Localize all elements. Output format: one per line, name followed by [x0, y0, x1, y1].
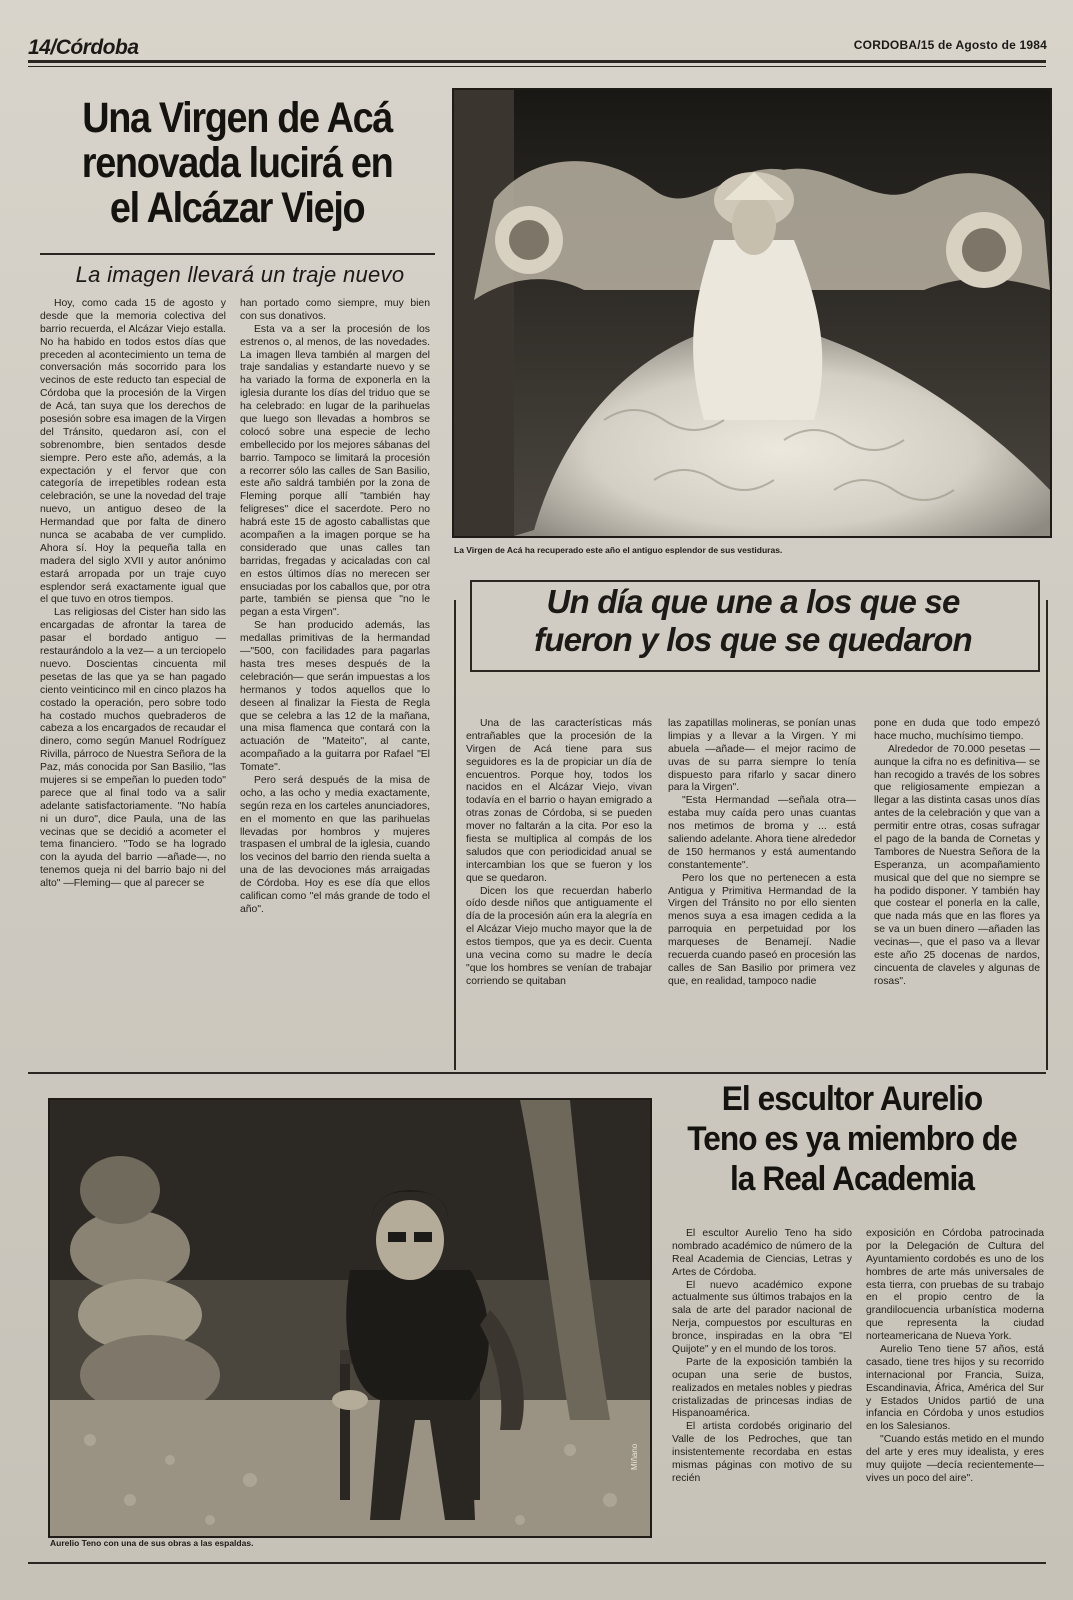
article1-column-1: Hoy, como cada 15 de agosto y desde que la memoria colectiva del barrio recuerda, el Alcázar Viejo estalla. No ha habido en todos estos días que preceden al acontecimiento un tema de conversación más socorrido para los vecinos de este reducto tan especial de Córdoba que la procesión de la Virgen de Acá, tan suya que los derechos de posesión sobre esa imagen de la Virgen del Tránsito, quedaron así, con el sobrenombre, bien sentados desde siempre. Pero este año, además, a la expectación y el fervor que con categoría de irrepetibles rodean esta celebración, se une la novedad del traje nuevo, un antiguo deseo de la Hermandad que por falta de dinero nunca se acababa de ver cumplido. Ahora sí. Hoy la pequeña talla en madera del siglo XVII y autor anónimo estará arropada por un traje cuyo esplendor será exactamente igual que el que tuvo en otros tiempos. Las religiosas del Cister han sido las encargadas de afrontar la tarea de pasar el bordado antiguo —restaurándolo a la vez— a un terciopelo nuevo. Doscientas cincuenta mil pesetas de las que ya se han pagado ciento veinticinco mil en cinco plazos ha costado la operación, pero sobre todo ha costado muchos quebraderos de cabeza a los encargados de recaudar el dinero, como según Manuel Rodríguez Rivilla, párroco de Nuestra Señora de la Paz, más conocida por San Basilio, "las mujeres si se empeñan lo pueden todo" parece que al final todo va a salir adelante satisfactoriamente. "No había ni un duro", dice Paula, una de las vecinas que se decidió a acometer el tema financiero. "Todo se ha logrado con la ayuda del barrio —añade—, no tenemos queja ni del barrio bajo ni del alto" —Fleming— que al parecer se	[40, 298, 226, 890]
headline-rule	[40, 253, 435, 255]
aurelio-teno-photo-caption: Aurelio Teno con una de sus obras a las espaldas.	[50, 1538, 254, 1548]
article2-column-2: las zapatillas molineras, se ponían unas limpias y a llevar a la Virgen. Y mi abuela —añade— el mejor racimo de uvas de su parra siempre lo tenía dispuesto para rifarlo y sacar dinero para la Virgen". "Esta Hermandad —señala otra— estaba muy caída pero unas cuantas nos metimos de broma y ... está saliendo adelante. Ahora tiene alrededor de 150 hermanos y está aumentando constantemente". Pero los que no pertenecen a esta Antigua y Primitiva Hermandad de la Virgen del Tránsito no por ello sienten menos suya a esa imagen cedida a la parroquia en perpetuidad por los marqueses de Benamejí. Nadie recuerda cuando paseó en procesión las calles de San Basilio por primera vez que, en realidad, tampoco nadie	[668, 718, 856, 987]
section-title: 14/Córdoba	[28, 36, 139, 59]
virgin-photo-caption: La Virgen de Acá ha recuperado este año el antiguo esplendor de sus vestiduras.	[454, 545, 783, 555]
header-rule	[28, 60, 1046, 63]
dateline: CORDOBA/15 de Agosto de 1984	[853, 38, 1047, 52]
aurelio-teno-photo	[48, 1098, 652, 1538]
photo-credit: Miñano	[630, 1443, 639, 1470]
article2-left-rule	[454, 600, 456, 1070]
header-rule-thin	[28, 66, 1046, 67]
aurelio-teno-illustration	[50, 1100, 650, 1536]
footer-rule	[28, 1562, 1046, 1564]
article2-column-1: Una de las características más entrañables que la procesión de la Virgen de Acá tiene para sus seguidores es la de propiciar un día de encuentros. Porque hoy, todos los nacidos en el Alcázar Viejo, vivan todavía en el barrio o hayan emigrado a otras zonas de Córdoba, si se pueden mover no faltarán a la cita. Por eso la fiesta se multiplica al compás de los saludos que con periodicidad anual se intercambian los que se fueron y los que se quedaron. Dicen los que recuerdan haberlo oído desde niños que antiguamente el día de la procesión aún era la alegría en el Alcázar Viejo mucho mayor que la de estos tiempos, que ya es decir. Cuenta una vecina como su madre le decía "que los hombres se venían de trabajar corriendo se quitaban	[466, 718, 652, 987]
article2-column-3: pone en duda que todo empezó hace mucho, muchísimo tiempo. Alrededor de 70.000 pesetas —aunque la cifra no es definitiva— se han recogido a través de los sobres que religiosamente empiezan a llegar a las distinta casas unos días antes de la celebración y que van a permitir entre otras, cosas sufragar el pago de la banda de Cornetas y Tambores de Nuestra Señora de la Esperanza, un acompañamiento musical que del que no siempre se ha podido disponer. Y también hay que costear el ponerla en la calle, que nada más que en las flores ya se va un buen dinero —añaden las vecinas—, que el paso va a llevar este año 25 docenas de nardos, cincuenta de claveles y algunas de rosas".	[874, 718, 1040, 987]
virgin-photo	[452, 88, 1052, 538]
article3-headline: El escultor Aurelio Teno es ya miembro de la Real Academia	[687, 1080, 1017, 1198]
article1-subhead: La imagen llevará un traje nuevo	[75, 262, 405, 287]
article2-headline: Un día que une a los que se fueron y los que se quedaron	[534, 583, 972, 659]
article1-headline: Una Virgen de Acá renovada lucirá en el Alcázar Viejo	[81, 94, 393, 233]
section-divider	[28, 1072, 1046, 1074]
article2-right-rule	[1046, 600, 1048, 1070]
article3-column-1: El escultor Aurelio Teno ha sido nombrado académico de número de la Real Academia de Ciencias, Letras y Artes de Córdoba. El nuevo académico expone actualmente sus últimos trabajos en la sala de arte del parador nacional de Nerja, compuestos por esculturas en bronce, inspiradas en la obra "El Quijote" y en el mundo de los toros. Parte de la exposición también la ocupan una serie de bustos, realizados en metales nobles y piedras cristalizadas de princesas indias de Hispanoamérica. El artista cordobés originario del Valle de los Pedroches, que tan insistentemente recordaba en estas mismas páginas con motivo de su recién	[672, 1228, 852, 1484]
virgin-photo-illustration	[454, 90, 1050, 536]
article1-column-2: han portado como siempre, muy bien con sus donativos. Esta va a ser la procesión de los estrenos o, al menos, de las novedades. La imagen lleva también al margen del traje sandalias y estandarte nuevo y se ha variado la forma de exponerla en la iglesia durante los días del triduo que se ha celebrado: en lugar de la parihuelas que luego son llevadas a hombros se colocó sobre una especie de lecho embellecido por los mejores sábanas del barrio. Tampoco se limitará la procesión a recorrer sólo las calles de San Basilio, este año saldrá también por la zona de Fleming porque allí "también hay feligreses" dice el sacerdote. Pero no habrá este 15 de agosto caballistas que acompañen a la imagen porque se ha considerado que unas calles tan barridas, fregadas y acicaladas con cal en estos últimos días no merecen ser ensuciadas por los caballos que, por otra parte, también se piensa que "no le pegan a esta Virgen". Se han producido además, las medallas primitivas de la hermandad —"500, con facilidades para pagarlas hasta tres meses después de la celebración— que serán impuestas a los hermanos y todos aquellos que lo deseen al finalizar la Fiesta de Regla que se celebra a las 12 de la mañana, una misa flamenca que contará con la actuación de "Mateito", al cante, acompañado a la guitarra por Rafael "El Tomate". Pero será después de la misa de ocho, a las ocho y media exactamente, según reza en los carteles anunciadores, en el momento en que las parihuelas llevadas por hombros y mujeres traspasen el umbral de la iglesia, cuando los vecinos del barrio den rienda suelta a una de las devociones más arraigadas de Córdoba. Hoy es ese día que ellos califican como "el más grande de todo el año".	[240, 298, 430, 915]
article3-column-2: exposición en Córdoba patrocinada por la Delegación de Cultura del Ayuntamiento cordobés es uno de los hombres de arte más universales de esta tierra, con pruebas de su trabajo en el propio centro de la grandilocuencia urbanística moderna que representa la ciudad norteamericana de Nueva York. Aurelio Teno tiene 57 años, está casado, tiene tres hijos y su recorrido internacional por Francia, Suiza, Escandinavia, África, América del Sur y Estados Unidos partió de una infancia en Córdoba y unos estudios en los Salesianos. "Cuando estás metido en el mundo del arte y eres muy idealista, y eres muy quijote —decía recientemente— vives un poco del aire".	[866, 1228, 1044, 1484]
